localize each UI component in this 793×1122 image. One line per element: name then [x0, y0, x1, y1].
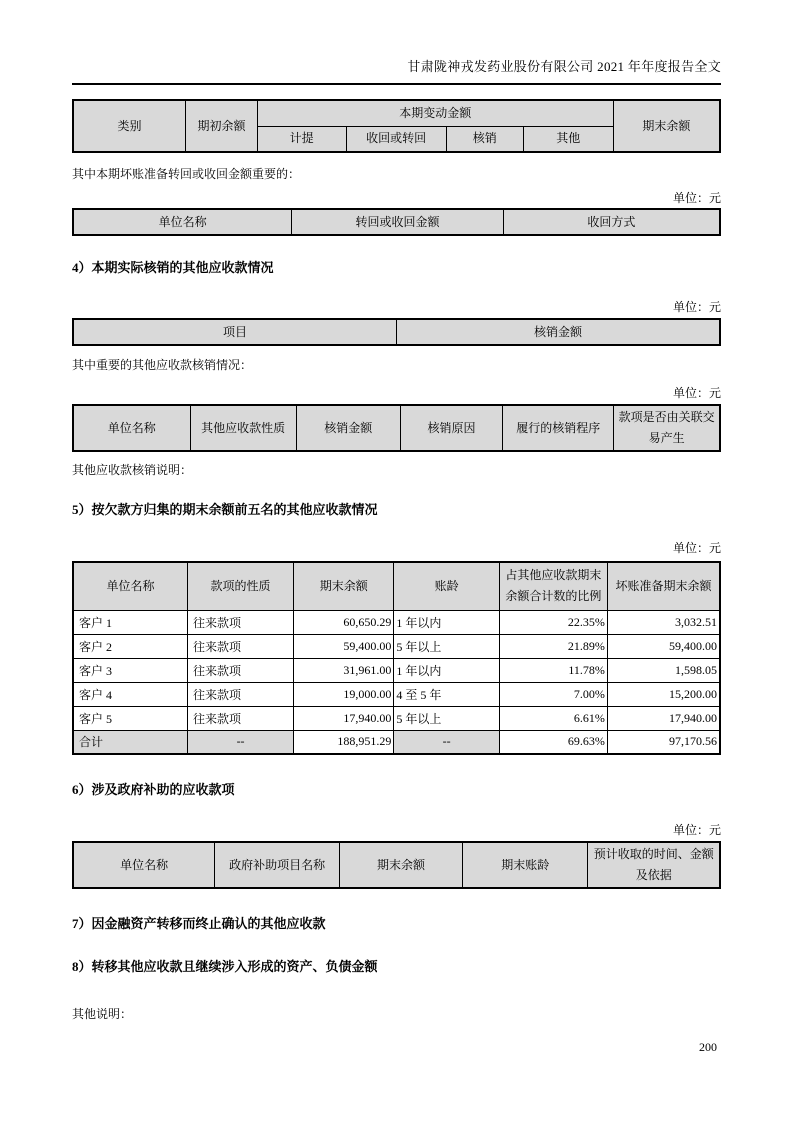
- cell-nature: 往来款项: [188, 706, 294, 730]
- table-row: [73, 682, 720, 706]
- cell-closing-balance: 17,940.00: [294, 706, 394, 730]
- cell-total-label: 合计: [73, 730, 188, 754]
- cell-aging: 1 年以内: [394, 610, 499, 634]
- cell-ratio: 21.89%: [499, 634, 607, 658]
- cell-provision: 59,400.00: [607, 634, 720, 658]
- cell-nature: 往来款项: [188, 682, 294, 706]
- note-other: 其他说明：: [72, 1007, 133, 1021]
- cell-ratio: 7.00%: [499, 682, 607, 706]
- cell-aging: 5 年以上: [394, 706, 499, 730]
- cell-entity-name: 客户 5: [73, 706, 188, 730]
- section-heading-4: 4）本期实际核销的其他应收款情况: [72, 260, 274, 275]
- col-writeoff-amount: 核销金额: [397, 319, 721, 345]
- col-accrual: 计提: [257, 126, 346, 152]
- page-number: 200: [699, 1040, 717, 1054]
- cell-total-ratio: 69.63%: [499, 730, 607, 754]
- col-writeoff-amount: 核销金额: [296, 405, 400, 451]
- section-heading-5: 5）按欠款方归集的期末余额前五名的其他应收款情况: [72, 502, 378, 517]
- col-closing-aging: 期末账龄: [462, 842, 588, 888]
- cell-total-aging: --: [394, 730, 499, 754]
- cell-ratio: 22.35%: [499, 610, 607, 634]
- col-opening-balance: 期初余额: [186, 100, 258, 152]
- col-recovery-method: 收回方式: [503, 209, 720, 235]
- cell-nature: 往来款项: [188, 658, 294, 682]
- col-recover-or-reverse: 收回或转回: [346, 126, 446, 152]
- cell-total-closing-balance: 188,951.29: [294, 730, 394, 754]
- cell-ratio: 6.61%: [499, 706, 607, 730]
- section-heading-8: 8）转移其他应收款且继续涉入形成的资产、负债金额: [72, 959, 378, 974]
- section-heading-6: 6）涉及政府补助的应收款项: [72, 782, 235, 797]
- unit-label: 单位：元: [672, 191, 721, 205]
- table-row: [73, 706, 720, 730]
- col-nature: 其他应收款性质: [190, 405, 296, 451]
- col-writeoff-reason: 核销原因: [400, 405, 502, 451]
- col-other: 其他: [523, 126, 613, 152]
- cell-provision: 17,940.00: [607, 706, 720, 730]
- col-closing-balance: 期末余额: [340, 842, 463, 888]
- col-recovery-amount: 转回或收回金额: [292, 209, 504, 235]
- unit-label: 单位：元: [672, 300, 721, 314]
- cell-aging: 4 至 5 年: [394, 682, 499, 706]
- note-writeoff-desc: 其他应收款核销说明：: [72, 463, 193, 477]
- col-entity-name: 单位名称: [73, 405, 190, 451]
- col-nature: 款项的性质: [188, 562, 294, 610]
- cell-total-nature: --: [188, 730, 294, 754]
- cell-closing-balance: 31,961.00: [294, 658, 394, 682]
- cell-ratio: 11.78%: [499, 658, 607, 682]
- cell-closing-balance: 60,650.29: [294, 610, 394, 634]
- col-item: 项目: [73, 319, 397, 345]
- cell-provision: 3,032.51: [607, 610, 720, 634]
- col-write-off: 核销: [446, 126, 523, 152]
- col-category: 类别: [73, 100, 186, 152]
- col-entity-name: 单位名称: [73, 209, 292, 235]
- table-row: [73, 634, 720, 658]
- table-row: [73, 658, 720, 682]
- cell-aging: 5 年以上: [394, 634, 499, 658]
- cell-entity-name: 客户 2: [73, 634, 188, 658]
- recovery-table: [72, 208, 721, 236]
- cell-entity-name: 客户 3: [73, 658, 188, 682]
- col-entity-name: 单位名称: [73, 842, 215, 888]
- writeoff-summary-table: [72, 318, 721, 346]
- cell-closing-balance: 19,000.00: [294, 682, 394, 706]
- cell-closing-balance: 59,400.00: [294, 634, 394, 658]
- unit-label: 单位：元: [672, 823, 721, 837]
- provision-change-table: [72, 99, 721, 153]
- note-important-recovery: 其中本期坏账准备转回或收回金额重要的：: [72, 167, 301, 181]
- col-provision: 坏账准备期末余额: [607, 562, 720, 610]
- cell-entity-name: 客户 4: [73, 682, 188, 706]
- col-project-name: 政府补助项目名称: [215, 842, 340, 888]
- table-total-row: [73, 730, 720, 754]
- col-writeoff-procedure: 履行的核销程序: [503, 405, 614, 451]
- cell-nature: 往来款项: [188, 634, 294, 658]
- section-heading-7: 7）因金融资产转移而终止确认的其他应收款: [72, 916, 326, 931]
- col-aging: 账龄: [394, 562, 499, 610]
- page-title: 甘肃陇神戎发药业股份有限公司 2021 年年度报告全文: [72, 56, 721, 85]
- col-ratio: 占其他应收款期末余额合计数的比例: [499, 562, 607, 610]
- cell-provision: 15,200.00: [607, 682, 720, 706]
- col-related-party: 款项是否由关联交易产生: [614, 405, 720, 451]
- unit-label: 单位：元: [672, 386, 721, 400]
- table-row: [73, 610, 720, 634]
- cell-entity-name: 客户 1: [73, 610, 188, 634]
- cell-aging: 1 年以内: [394, 658, 499, 682]
- note-important-writeoff: 其中重要的其他应收款核销情况：: [72, 358, 253, 372]
- top5-receivables-table: [72, 561, 721, 755]
- col-change-group: 本期变动金额: [257, 100, 613, 126]
- cell-total-provision: 97,170.56: [607, 730, 720, 754]
- gov-subsidy-table: [72, 841, 721, 889]
- cell-nature: 往来款项: [188, 610, 294, 634]
- cell-provision: 1,598.05: [607, 658, 720, 682]
- col-closing-balance: 期末余额: [294, 562, 394, 610]
- writeoff-detail-table: [72, 404, 721, 452]
- col-entity-name: 单位名称: [73, 562, 188, 610]
- col-expected-collection: 预计收取的时间、金额及依据: [588, 842, 720, 888]
- unit-label: 单位：元: [672, 541, 721, 555]
- col-closing-balance: 期末余额: [613, 100, 720, 152]
